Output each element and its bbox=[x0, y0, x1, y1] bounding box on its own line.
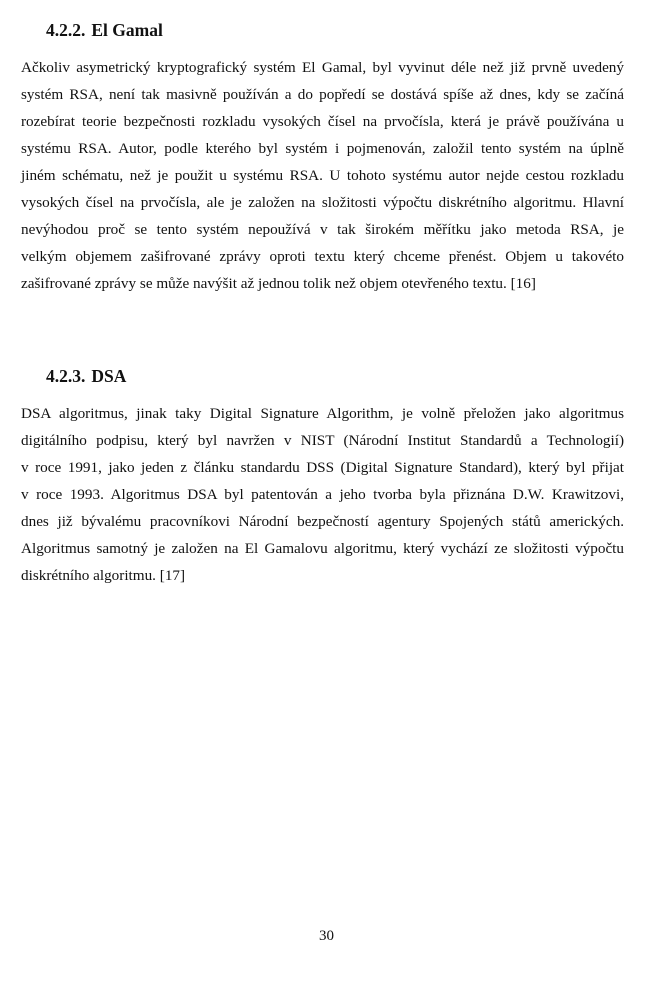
paragraph-line: dnes již bývalému pracovníkovi Národní bezpečností agentury Spojených států amerických. bbox=[21, 513, 624, 530]
paragraph-line: jiném schématu, než je použit u systému RSA. U tohoto systému autor nejde cestou rozkladu bbox=[21, 167, 624, 184]
section-title: El Gamal bbox=[91, 20, 163, 40]
paragraph-line: digitálního podpisu, který byl navržen v NIST (Národní Institut Standardů a Technologií) bbox=[21, 432, 624, 449]
paragraph-line: Ačkoliv asymetrický kryptografický systém El Gamal, byl vyvinut déle než již prvně uvedený bbox=[21, 59, 624, 76]
paragraph-line: vysokých čísel na prvočísla, ale je založen na složitosti výpočtu diskrétního algoritmu. Hlavní bbox=[21, 194, 624, 211]
paragraph-line: v roce 1993. Algoritmus DSA byl patentován a jeho tvorba byla přiznána D.W. Krawitzovi, bbox=[21, 486, 624, 503]
paragraph-line: systém RSA, není tak masivně používán a do popředí se dostává spíše až dnes, kdy se začíná bbox=[21, 86, 624, 103]
page-number: 30 bbox=[319, 928, 334, 944]
paragraph-line: velkým objemem zašifrované zprávy oproti textu který chceme přenést. Objem u takovéto bbox=[21, 248, 624, 265]
section-number: 4.2.3. bbox=[46, 366, 86, 386]
section-heading-dsa bbox=[46, 366, 126, 387]
paragraph-line: rozebírat teorie bezpečnosti rozkladu vysokých čísel na prvočísla, která je právě používána u bbox=[21, 113, 624, 130]
section-heading-el-gamal bbox=[46, 20, 163, 41]
paragraph-line: zašifrované zprávy se může navýšit až jednou tolik než objem otevřeného textu. [16] bbox=[21, 275, 536, 292]
paragraph-line: Algoritmus samotný je založen na El Gamalovu algoritmu, který vychází ze složitosti výpočtu bbox=[21, 540, 624, 557]
paragraph-line: diskrétního algoritmu. [17] bbox=[21, 567, 186, 584]
paragraph-line: v roce 1991, jako jeden z článku standardu DSS (Digital Signature Standard), který byl přijat bbox=[21, 459, 624, 476]
paragraph-line: DSA algoritmus, jinak taky Digital Signature Algorithm, je volně přeložen jako algoritmus bbox=[21, 405, 624, 422]
section-number: 4.2.2. bbox=[46, 20, 86, 40]
paragraph-line: nevýhodou proč se tento systém nepoužívá v tak širokém měřítku jako metoda RSA, je bbox=[21, 221, 624, 238]
paragraph-line: systému RSA. Autor, podle kterého byl systém i pojmenován, založil tento systém na úplně bbox=[21, 140, 624, 157]
section-title: DSA bbox=[91, 366, 127, 386]
